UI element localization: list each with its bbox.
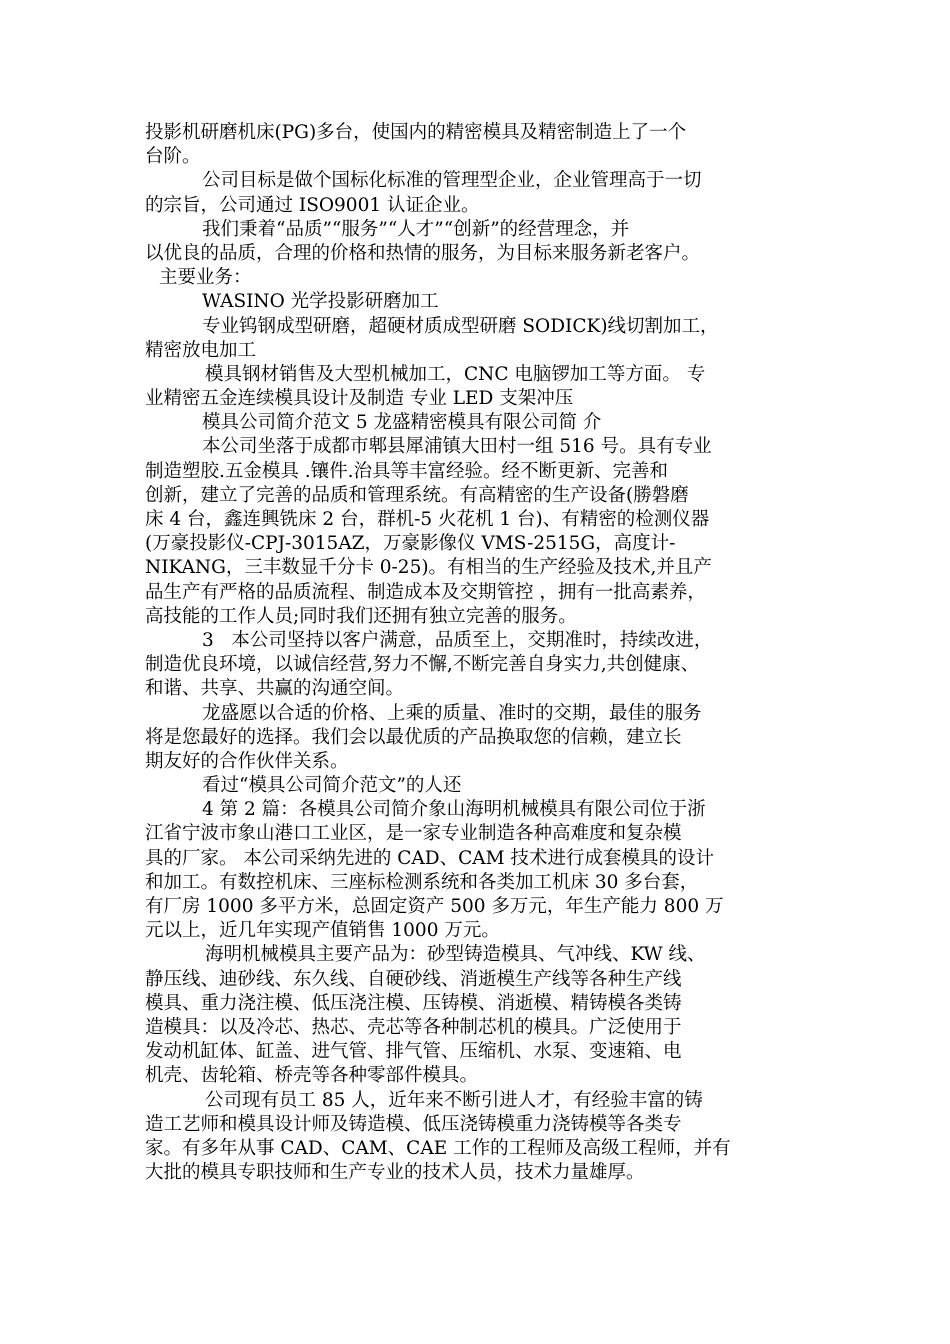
text-line: 海明机械模具主要产品为：砂型铸造模具、气冲线、KW 线、: [205, 944, 706, 966]
text-line: 江省宁波市象山港口工业区，是一家专业制造各种高难度和复杂模: [145, 823, 682, 845]
text-line: 台阶。: [145, 146, 201, 168]
text-line: 家。有多年从事 CAD、CAM、CAE 工作的工程师及高级工程师，并有: [145, 1137, 731, 1159]
text-line: 制造优良环境，以诚信经营,努力不懈,不断完善自身实力,共创健康、: [145, 654, 700, 676]
text-line: 看过“模具公司简介范文”的人还: [202, 775, 462, 797]
text-line: 本公司坐落于成都市郫县犀浦镇大田村一组 516 号。具有专业: [202, 436, 712, 458]
text-line: 造模具：以及冷芯、热芯、壳芯等各种制芯机的模具。广泛使用于: [145, 1016, 682, 1038]
text-line: 将是您最好的选择。我们会以最优质的产品换取您的信赖，建立长: [145, 726, 682, 748]
text-line: 有厂房 1000 多平方米，总固定资产 500 多万元，年生产能力 800 万: [145, 896, 724, 917]
text-line: 4 第 2 篇：各模具公司简介象山海明机械模具有限公司位于浙: [202, 799, 706, 821]
text-line: 期友好的合作伙伴关系。: [145, 750, 349, 772]
text-line: (万豪投影仪-CPJ-3015AZ，万豪影像仪 VMS-2515G，高度计-: [145, 533, 676, 555]
text-line: 业精密五金连续模具设计及制造 专业 LED 支架冲压: [145, 388, 574, 410]
text-line: 精密放电加工: [145, 339, 257, 361]
text-line: 机壳、齿轮箱、桥壳等各种零部件模具。: [145, 1065, 479, 1087]
text-line: 公司现有员工 85 人，近年来不断引进人才，有经验丰富的铸: [205, 1089, 703, 1111]
text-line: 模具公司简介范文 5 龙盛精密模具有限公司简 介: [202, 412, 602, 434]
text-line: 以优良的品质，合理的价格和热情的服务，为目标来服务新老客户。: [145, 242, 701, 264]
text-line: 具的厂家。 本公司采纳先进的 CAD、CAM 技术进行成套模具的设计: [145, 847, 714, 869]
text-line: 制造塑胶.五金模具 .镶件.治具等丰富经验。经不断更新、完善和: [145, 460, 669, 482]
text-line: 品生产有严格的品质流程、制造成本及交期管控 ，拥有一批高素养，: [145, 581, 706, 603]
text-line: 造工艺师和模具设计师及铸造模、低压浇铸模重力浇铸模等各类专: [145, 1113, 682, 1135]
body-text: [145, 121, 810, 1185]
text-line: 龙盛愿以合适的价格、上乘的质量、准时的交期，最佳的服务: [202, 702, 702, 724]
text-line: 高技能的工作人员;同时我们还拥有独立完善的服务。: [145, 605, 577, 627]
text-line: 专业钨钢成型研磨，超硬材质成型研磨 SODICK)线切割加工，: [202, 315, 719, 337]
text-line: 3 本公司坚持以客户满意，品质至上，交期准时，持续改进，: [202, 629, 713, 651]
text-line: 大批的模具专职技师和生产专业的技术人员，技术力量雄厚。: [145, 1162, 645, 1184]
text-line: 模具钢材销售及大型机械加工，CNC 电脑锣加工等方面。 专: [205, 363, 706, 385]
text-line: 和谐、共享、共赢的沟通空间。: [145, 678, 405, 700]
text-line: 静压线、迪砂线、东久线、自硬砂线、消逝模生产线等各种生产线: [145, 968, 682, 990]
text-line: 模具、重力浇注模、低压浇注模、压铸模、消逝模、精铸模各类铸: [145, 992, 682, 1014]
text-line: 的宗旨，公司通过 ISO9001 认证企业。: [145, 194, 480, 216]
text-line: 元以上，近几年实现产值销售 1000 万元。: [145, 920, 500, 942]
text-line: 公司目标是做个国标化标准的管理型企业，企业管理高于一切: [202, 170, 702, 192]
text-line: WASINO 光学投影研磨加工: [202, 291, 439, 313]
text-line: 投影机研磨机床(PG)多台，使国内的精密模具及精密制造上了一个: [145, 122, 687, 143]
text-line: 我们秉着“品质”“服务”“人才”“创新”的经营理念，并: [202, 218, 630, 240]
text-line: NIKANG，三丰数显千分卡 0-25)。有相当的生产经验及技术,并且产: [145, 557, 712, 579]
text-line: 创新，建立了完善的品质和管理系统。有高精密的生产设备(勝磐磨: [145, 484, 689, 506]
text-line: 床 4 台，鑫连興铣床 2 台，群机-5 火花机 1 台)、有精密的检测仪器: [145, 509, 710, 530]
text-line: 发动机缸体、缸盖、进气管、排气管、压缩机、水泵、变速箱、电: [145, 1041, 682, 1063]
text-line: 和加工。有数控机床、三座标检测系统和各类加工机床 30 多台套，: [145, 871, 699, 893]
section-heading: 主要业务：: [159, 267, 252, 289]
